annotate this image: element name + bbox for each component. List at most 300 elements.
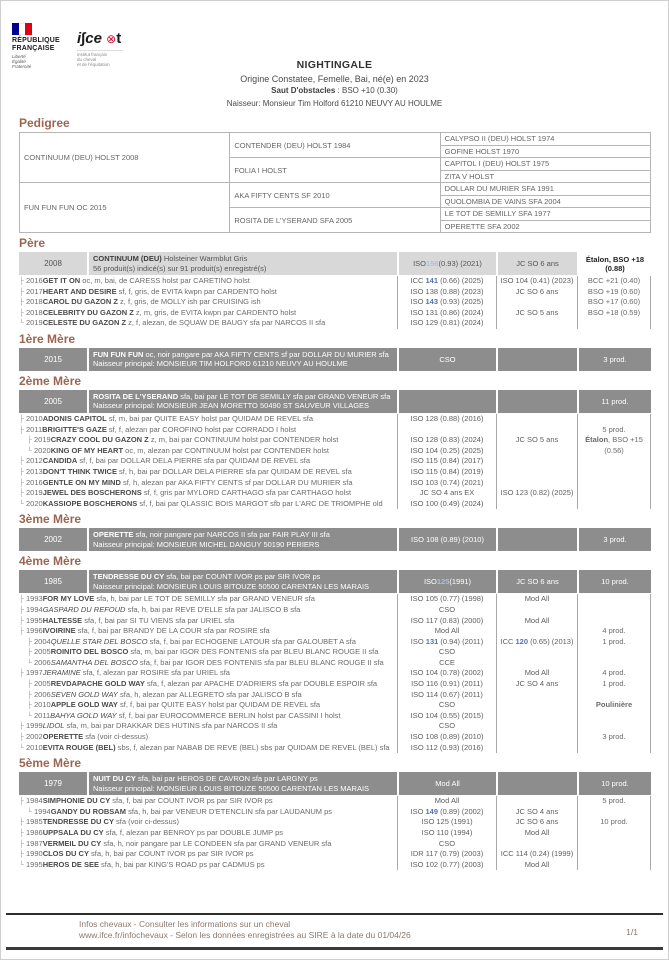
production-cell [577, 467, 651, 478]
horse-year: 2019 [26, 488, 43, 498]
band-horse-desc: sfa, bai par HEROS DE CAVRON sfa par LARGNY ps [135, 774, 318, 784]
horse-row-main [19, 700, 397, 711]
production-cell [577, 807, 651, 818]
index-cell: ISO 104 (0.78) (2002) [397, 668, 496, 679]
page-number: 1/1 [626, 927, 638, 937]
horse-row [19, 626, 651, 637]
pedigree-cell: CONTENDER (DEU) HOLST 1984 [230, 133, 440, 158]
band-year: 2005 [19, 390, 87, 413]
index-cell [397, 425, 496, 436]
horse-year: 2020 [34, 445, 51, 455]
index-cell: ISO 128 (0.88) (2016) [397, 414, 496, 425]
horse-name: GASPARD DU REFOUD [42, 604, 126, 614]
award-cell: Mod All [496, 860, 577, 871]
horse-row-main [19, 711, 397, 722]
tree-branch-icon: └ [19, 744, 24, 752]
horse-name: APPLE GOLD WAY [50, 700, 118, 710]
index-cell: ICC 141 (0.66) (2025) [397, 276, 496, 287]
horse-row-main [19, 690, 397, 701]
award-cell [496, 796, 577, 807]
award-cell [496, 456, 577, 467]
horse-desc: sfa, h, alezan par ALLEGRETO sfa par JALISCO B sfa [117, 689, 302, 699]
index-cell: IDR 117 (0.79) (2003) [397, 849, 496, 860]
tree-branch-icon: └ [27, 447, 32, 455]
horse-row [19, 721, 651, 732]
pedigree-cell: DOLLAR DU MURIER SFA 1991 [440, 183, 650, 196]
award-cell [496, 414, 577, 425]
award-cell [496, 732, 577, 743]
tree-branch-icon: ├ [19, 278, 24, 285]
horse-name: IVOIRINE [42, 626, 76, 636]
band-horse-desc: sfa, bai par COUNT IVOR ps par SIR IVOR ps [164, 572, 321, 582]
band-horse-desc: sfa, noir pangare par NARCOS II sfa par FAIR PLAY III sfa [133, 530, 330, 540]
production-cell: 10 prod. [577, 817, 651, 828]
horse-desc: sfa, f, bai par ECHOGENE LATOUR sfa par GALOUBET A sfa [147, 636, 356, 646]
footer-line1: Infos chevaux - Consulter les informations sur un cheval [79, 919, 291, 929]
horse-row-main [19, 616, 397, 627]
production-cell [577, 721, 651, 732]
band-index-cell: Mod All [399, 772, 496, 795]
award-cell: Mod All [496, 616, 577, 627]
horse-row [19, 732, 651, 743]
index-cell: ISO 131 (0.86) (2024) [397, 308, 496, 319]
horse-year: 2011 [34, 710, 51, 720]
horse-row [19, 743, 651, 754]
horse-name: KING OF MY HEART [50, 445, 124, 455]
horse-desc: sf, f, bai par QLASSIC BOIS MARGOT sfb par L'ARC DE TRIOMPHE old [137, 498, 383, 508]
horse-desc: sf, f, bai par DOLLAR DELA PIERRE sfa par QUIDAM DE REVEL sfa [77, 456, 311, 466]
horse-row [19, 318, 651, 329]
production-cell: 1 prod. [577, 679, 651, 690]
tree-branch-icon: ├ [19, 840, 24, 848]
horse-year: 2020 [26, 498, 43, 508]
band-main [89, 390, 397, 413]
horse-year: 2006 [34, 657, 51, 667]
award-cell: Mod All [496, 668, 577, 679]
horse-row-main [19, 499, 397, 510]
production-cell [577, 711, 651, 722]
horse-desc: sfa, f, bai par SI TU VIENS sfa par URIEL sfa [82, 615, 235, 625]
band-main [89, 528, 397, 551]
pedigree-dam: FUN FUN FUN OC 2015 [20, 183, 230, 233]
horse-desc: sfa (voir ci-dessus) [113, 817, 179, 827]
horse-row-main [19, 456, 397, 467]
generation-sections [19, 236, 651, 870]
horse-row [19, 796, 651, 807]
horse-desc: sf, f, gris par MYLORD CARTHAGO sfa par CARTHAGO holst [141, 488, 352, 498]
horse-row-main [19, 318, 397, 329]
horse-desc: sf, m, bai par QUITE EASY holst par QUIDAM DE REVEL sfa [106, 413, 314, 423]
horse-row-main [19, 647, 397, 658]
horse-name: GANDY DU ROBSAM [50, 806, 126, 816]
award-cell [496, 425, 577, 436]
horse-desc: sfa, h, bai par COUNT IVOR ps par SIR IVOR ps [88, 849, 254, 859]
horse-year: 1986 [26, 828, 43, 837]
award-cell [496, 297, 577, 308]
tree-branch-icon: ├ [27, 649, 32, 657]
index-cell: CSO [397, 647, 496, 658]
index-cell: Mod All [397, 626, 496, 637]
horse-row-main [19, 626, 397, 637]
footer-line2: www.ifce.fr/infochevaux - Selon les données enregistrées au SIRE à la date du 01/04/26 [79, 930, 411, 940]
horse-row [19, 488, 651, 499]
index-cell: ISO 100 (0.49) (2024) [397, 499, 496, 510]
horse-row [19, 308, 651, 319]
band-production-cell: 10 prod. [579, 570, 651, 593]
generation-band-row [19, 390, 651, 413]
horse-desc: sfa, f, alezan par APACHE D'ADRIERS sfa par DOUBLE ESPOIR sfa [144, 679, 378, 689]
horse-row [19, 690, 651, 701]
tree-branch-icon: ├ [19, 798, 24, 806]
horse-row [19, 700, 651, 711]
horse-desc: sfa, m, bai par DRAKKAR DES HUTINS sfa par NARCOS II sfa [64, 721, 278, 731]
horse-row [19, 414, 651, 425]
index-cell: ISO 115 (0.84) (2017) [397, 456, 496, 467]
pedigree-sire: CONTINUUM (DEU) HOLST 2008 [20, 133, 230, 183]
band-award-cell [498, 390, 577, 413]
horse-year: 1994 [26, 604, 43, 614]
horse-desc: sf, f, bai par EUROCOMMERCE BERLIN holst par CASSINI I holst [116, 710, 341, 720]
horse-desc: sfa, h, bai par KING'S ROAD ps par CADMUS ps [98, 859, 265, 869]
ifce-horse-icon: t [116, 30, 122, 47]
band-index-cell [399, 390, 496, 413]
horse-year: 2016 [26, 477, 43, 487]
horse-row [19, 297, 651, 308]
horse-desc: z, m, gris, de EVITA kwpn par CARDENTO holst [133, 307, 297, 317]
horse-desc: sfa, h, bai par VENEUR D'ETENCLIN sfa par LAUDANUM ps [125, 806, 333, 816]
band-index-cell: CSO [399, 348, 496, 371]
tree-branch-icon: ├ [19, 596, 24, 604]
generation-band-row [19, 528, 651, 551]
horse-year: 2019 [26, 318, 43, 328]
horse-name: JEWEL DES BOSCHERONS [42, 488, 142, 498]
index-cell: ISO 110 (1994) [397, 828, 496, 839]
band-breeder-line: 56 produit(s) indicé(s) sur 91 produit(s) enregistré(s) [93, 263, 267, 273]
ifce-brand-icon: ⊗ [106, 32, 117, 46]
award-cell [496, 605, 577, 616]
horse-name: CRAZY COOL DU GAZON Z [50, 435, 149, 445]
horse-year: 2013 [26, 466, 43, 476]
award-cell [496, 743, 577, 754]
horse-year: 2018 [26, 307, 43, 317]
horse-name: FOR MY LOVE [42, 594, 95, 604]
production-cell [577, 594, 651, 605]
horse-desc: sf, h, alezan par AKA FIFTY CENTS sf par DOLLAR DU MURIER sfa [120, 477, 353, 487]
horse-desc: oc, m, alezan par CONTINUUM holst par CONTENDER holst [123, 445, 329, 455]
horse-name: OPERETTE [42, 732, 84, 742]
horse-row-main [19, 276, 397, 287]
horse-row-main [19, 488, 397, 499]
horse-name: CELEBRITY DU GAZON Z [42, 307, 134, 317]
horse-name: CELESTE DU GAZON Z [42, 318, 127, 328]
award-cell [496, 721, 577, 732]
index-cell: ISO 114 (0.67) (2011) [397, 690, 496, 701]
award-cell [496, 839, 577, 850]
index-cell: ISO 104 (0.25) (2025) [397, 446, 496, 457]
tree-branch-icon: ├ [19, 723, 24, 731]
horse-name: SEVEN GOLD WAY [50, 689, 118, 699]
tree-branch-icon: ├ [19, 670, 24, 678]
production-cell [577, 446, 651, 457]
horse-row-main [19, 446, 397, 457]
index-cell: ISO 115 (0.84) (2019) [397, 467, 496, 478]
horse-row [19, 467, 651, 478]
index-cell: ISO 112 (0.93) (2016) [397, 743, 496, 754]
award-cell: JC SO 6 ans [496, 287, 577, 298]
horse-row-main [19, 658, 397, 669]
award-cell: Mod All [496, 594, 577, 605]
horse-row [19, 817, 651, 828]
production-cell [577, 488, 651, 499]
award-cell: ISO 104 (0.41) (2023) [496, 276, 577, 287]
band-index-cell: ISO 156 (0.93) (2021) [399, 252, 496, 275]
index-cell: ISO 104 (0.55) (2015) [397, 711, 496, 722]
horse-desc: z, m, bai par CONTINUUM holst par CONTENDER holst [148, 435, 339, 445]
tree-branch-icon: ├ [19, 617, 24, 625]
horse-year: 2017 [26, 286, 43, 296]
production-cell [577, 828, 651, 839]
horse-desc: sf, f, bai par QUITE EASY holst par QUIDAM DE REVEL sfa [117, 700, 321, 710]
band-breeder-line: Naisseur principal: MONSIEUR JEAN MORETTO 50490 ST SAUVEUR VILLAGES [93, 401, 370, 411]
pedigree-cell: QUOLOMBIA DE VAINS SFA 2004 [440, 195, 650, 208]
horse-name: QUELLE STAR DEL BOSCO [50, 636, 148, 646]
horse-row-main [19, 287, 397, 298]
index-cell: ISO 103 (0.74) (2021) [397, 478, 496, 489]
tree-branch-icon: ├ [19, 458, 24, 466]
discipline-line: Saut D'obstacles : BSO +10 (0.30) [271, 86, 398, 95]
horse-row [19, 828, 651, 839]
band-horse-desc: sfa, bai par LE TOT DE SEMILLY sfa par GRAND VENEUR sfa [178, 391, 391, 401]
horse-description: Origine Constatee, Femelle, Bai, né(e) en 2023 [240, 74, 429, 84]
award-cell: JC SO 4 ans [496, 679, 577, 690]
band-production-cell: 3 prod. [579, 528, 651, 551]
horse-row [19, 807, 651, 818]
band-breeder-line: Naisseur principal: MONSIEUR LOUIS BITOUZE 50500 CARENTAN LES MARAIS [93, 783, 370, 793]
band-production-cell: 11 prod. [579, 390, 651, 413]
horse-row-main [19, 828, 397, 839]
horse-year: 2002 [26, 732, 43, 742]
pedigree-cell: AKA FIFTY CENTS SF 2010 [230, 183, 440, 208]
horse-desc: sfa, f, alezan par ROSIRE sfa par URIEL sfa [80, 668, 230, 678]
index-cell: CSO [397, 700, 496, 711]
horse-year: 2012 [26, 456, 43, 466]
horse-name: HALTESSE [42, 615, 83, 625]
horse-name: CANDIDA [42, 456, 78, 466]
horse-desc: sf, f, alezan par COROFINO holst par CORRADO I holst [106, 424, 297, 434]
band-horse-name: OPERETTE [93, 530, 134, 540]
generation-band-row [19, 772, 651, 795]
award-cell [496, 467, 577, 478]
horse-name: HEROS DE SEE [42, 859, 99, 869]
band-production-cell: 10 prod. [579, 772, 651, 795]
production-cell [577, 658, 651, 669]
production-cell: 3 prod. [577, 732, 651, 743]
generation-band-row [19, 348, 651, 371]
horse-year: 1993 [26, 594, 43, 604]
horse-name: HEART AND DESIRE [42, 286, 117, 296]
horse-row-main [19, 732, 397, 743]
horse-row [19, 446, 651, 457]
horse-row [19, 605, 651, 616]
pedigree-table [19, 132, 651, 233]
tree-branch-icon: ├ [19, 426, 24, 434]
horse-row-main [19, 478, 397, 489]
horse-row [19, 425, 651, 436]
pedigree-cell: ZITA V HOLST [440, 170, 650, 183]
horse-row [19, 711, 651, 722]
horse-row [19, 594, 651, 605]
horse-row-main [19, 817, 397, 828]
horse-row [19, 647, 651, 658]
tree-branch-icon: ├ [19, 468, 24, 476]
band-year: 1979 [19, 772, 87, 795]
tree-branch-icon: └ [27, 659, 32, 667]
band-name-line [93, 392, 393, 402]
tree-branch-icon: ├ [19, 479, 24, 487]
award-cell: ICC 114 (0.24) (1999) [496, 849, 577, 860]
production-cell [577, 839, 651, 850]
breeder-line: Naisseur: Monsieur Tim Holford 61210 NEUVY AU HOULME [226, 99, 443, 108]
award-cell [496, 318, 577, 329]
index-cell: ISO 117 (0.83) (2000) [397, 616, 496, 627]
horse-year: 2016 [26, 276, 43, 285]
footer-rule-top [6, 913, 663, 915]
horse-year: 2010 [26, 742, 43, 752]
horse-name: SIMPHONIE DU CY [42, 796, 111, 806]
title-block [1, 59, 668, 108]
award-cell: JC SO 5 ans [496, 435, 577, 446]
index-cell: ISO 108 (0.89) (2010) [397, 732, 496, 743]
band-year: 2008 [19, 252, 87, 275]
production-cell: BCC +21 (0.40) [577, 276, 651, 287]
band-main [89, 772, 397, 795]
index-cell: ISO 138 (0.88) (2023) [397, 287, 496, 298]
production-cell [577, 478, 651, 489]
horse-name: LIDOL [42, 721, 65, 731]
french-flag-icon [12, 23, 32, 35]
gov-logo-line1: RÉPUBLIQUE [12, 37, 60, 44]
tree-branch-icon: └ [19, 861, 24, 869]
production-cell: 1 prod. [577, 637, 651, 648]
horse-row-main [19, 297, 397, 308]
horse-row-main [19, 605, 397, 616]
index-cell: ISO 105 (0.77) (1998) [397, 594, 496, 605]
index-cell: ISO 143 (0.93) (2025) [397, 297, 496, 308]
horse-name: REVDAPACHE GOLD WAY [50, 679, 145, 689]
horse-row [19, 637, 651, 648]
horse-desc: sfa, h, noir pangare par LE CONDEEN sfa par GRAND VENEUR sfa [101, 838, 332, 848]
award-cell [496, 446, 577, 457]
pedigree-cell: CALYPSO II (DEU) HOLST 1974 [440, 133, 650, 146]
index-cell: CSO [397, 605, 496, 616]
index-cell: CCE [397, 658, 496, 669]
band-horse-desc: Holsteiner Warmblut Gris [161, 254, 248, 263]
horse-desc: sfa, m, bai par IGOR DES FONTENIS sfa par BLEU BLANC ROUGE II sfa [128, 647, 379, 657]
ifce-wordmark: i∫ce [77, 30, 102, 47]
production-cell: 4 prod. [577, 668, 651, 679]
horse-desc: sbs, f, alezan par NABAB DE REVE (BEL) sbs par QUIDAM DE REVEL (BEL) sfa [115, 742, 390, 752]
horse-row [19, 839, 651, 850]
band-award-cell [498, 348, 577, 371]
horse-name: VERMEIL DU CY [42, 838, 102, 848]
award-cell [496, 658, 577, 669]
pedigree-cell: GOFINE HOLST 1970 [440, 145, 650, 158]
horse-desc: sfa (voir ci-dessus) [83, 732, 149, 742]
production-cell: 5 prod. [577, 796, 651, 807]
page-footer [1, 913, 668, 945]
horse-row [19, 276, 651, 287]
band-name-line [93, 572, 393, 582]
index-cell: ISO 128 (0.83) (2024) [397, 435, 496, 446]
horse-year: 2018 [26, 297, 43, 307]
horse-row-main [19, 467, 397, 478]
horse-name: DON'T THINK TWICE [42, 466, 117, 476]
horse-row-main [19, 807, 397, 818]
section-heading: 2ème Mère [19, 373, 82, 388]
horse-year: 2004 [34, 636, 51, 646]
horse-desc: sfa, f, bai par BRANDY DE LA COUR sfa par ROSIRE sfa [75, 626, 270, 636]
band-year: 1985 [19, 570, 87, 593]
band-name-line [93, 774, 393, 784]
band-name-line [93, 254, 393, 264]
generation-band-row [19, 252, 651, 275]
band-year: 2015 [19, 348, 87, 371]
award-cell [496, 478, 577, 489]
horse-year: 2010 [26, 413, 43, 423]
band-award-cell: JC SO 6 ans [498, 570, 577, 593]
band-horse-name: ROSITA DE L'YSERAND [93, 391, 179, 401]
tree-branch-icon: ├ [19, 851, 24, 859]
horse-row-main [19, 668, 397, 679]
horse-name: JERAMINE [42, 668, 81, 678]
index-cell: ISO 125 (1991) [397, 817, 496, 828]
horse-desc: sfa, h, bai par REVE D'ELLE sfa par JALISCO B sfa [125, 604, 301, 614]
band-horse-name: FUN FUN FUN [93, 349, 144, 359]
horse-desc: sfa, f, bai par IGOR DES FONTENIS sfa par BLEU BLANC ROUGE II sfa [137, 657, 384, 667]
horse-row-main [19, 414, 397, 425]
production-cell: 5 prod. [577, 425, 651, 436]
section-heading: 3ème Mère [19, 512, 82, 527]
horse-row [19, 478, 651, 489]
pedigree-cell: LE TOT DE SEMILLY SFA 1977 [440, 208, 650, 221]
tree-branch-icon: ├ [27, 638, 32, 646]
award-cell: ISO 123 (0.82) (2025) [496, 488, 577, 499]
horse-year: 2011 [26, 424, 43, 434]
index-cell: ISO 131 (0.94) (2011) [397, 637, 496, 648]
horse-year: 1995 [26, 859, 43, 869]
production-cell: 4 prod. [577, 626, 651, 637]
award-cell [496, 647, 577, 658]
tree-branch-icon: ├ [19, 299, 24, 307]
horse-row-main [19, 425, 397, 436]
horse-year: 1987 [26, 838, 43, 848]
pedigree-heading: Pedigree [19, 116, 70, 130]
index-cell: CSO [397, 721, 496, 732]
production-cell [577, 690, 651, 701]
horse-year: 2005 [34, 647, 51, 657]
band-award-cell [498, 528, 577, 551]
pedigree-cell: OPERETTE SFA 2002 [440, 220, 650, 233]
horse-year: 1985 [26, 817, 43, 827]
production-cell [577, 318, 651, 329]
production-cell [577, 414, 651, 425]
band-horse-name: TENDRESSE DU CY [93, 572, 165, 582]
horse-name: CLOS DU CY [42, 849, 89, 859]
section-heading: 5ème Mère [19, 756, 82, 771]
tree-branch-icon: ├ [27, 437, 32, 445]
horse-year: 1996 [26, 626, 43, 636]
horse-desc: sfa, f, alezan par BENROY ps par DOUBLE JUMP ps [103, 828, 284, 837]
